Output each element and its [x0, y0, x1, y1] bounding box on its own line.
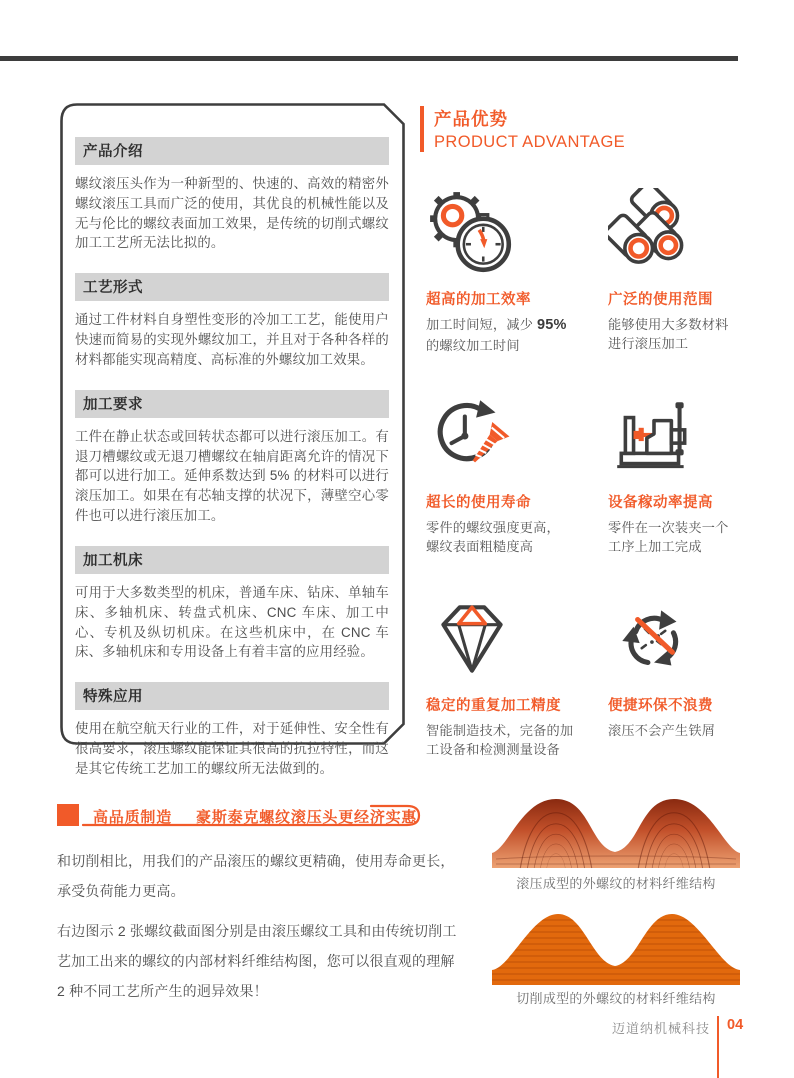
quality-heading: [93, 806, 417, 827]
feature-desc-text: 加工时间短，减少: [426, 317, 537, 332]
feature-utilization: [608, 391, 776, 594]
feature-title: 便捷环保不浪费: [608, 698, 713, 714]
section-product-intro: [75, 137, 389, 253]
feature-desc-text: 能够使用大多数材料: [608, 317, 729, 332]
diamond-icon: [426, 594, 608, 686]
advantages-title-cn: 产品优势: [434, 109, 508, 129]
quality-paragraph-2: 右边图示 2 张螺纹截面图分别是由滚压螺纹工具和由传统切削工艺加工出来的螺纹的内部材料纤维结构图，您可以很直观的理解 2 种不同工艺所产生的迥异效果！: [57, 923, 457, 999]
feature-desc-text: 的螺纹加工时间: [426, 338, 520, 354]
feature-desc-text: 智能制造技术，完备的加: [426, 723, 574, 738]
feature-desc-text: 滚压不会产生铁屑: [608, 723, 716, 738]
footer-page-number: 04: [727, 1017, 744, 1033]
top-divider-rule: [0, 56, 738, 61]
section-process-form: [75, 273, 389, 369]
intro-panel: [60, 103, 405, 776]
feature-desc-text: 工设备和检测测量设备: [426, 742, 560, 758]
feature-title: 超长的使用寿命: [426, 495, 531, 511]
feature-eco-friendly: [608, 594, 776, 797]
feature-title: 设备稼动率提高: [608, 495, 713, 511]
section-heading: 加工机床: [75, 546, 389, 574]
feature-desc-text: 零件在一次装夹一个: [608, 520, 729, 535]
clock-history-screw-icon: [426, 391, 608, 483]
cut-thread-caption: 切削成型的外螺纹的材料纤维结构: [516, 991, 716, 1006]
feature-precision: [426, 594, 608, 797]
rolled-thread-caption: 滚压成型的外螺纹的材料纤维结构: [516, 876, 716, 891]
lathe-machine-icon: [608, 391, 776, 483]
footer-divider: [717, 1016, 719, 1078]
panel-content: [75, 137, 389, 799]
section-body: 使用在航空航天行业的工件，对于延伸性、安全性有很高要求，滚压螺纹能保证其很高的抗拉特性，而这是其它传统工艺加工的螺纹所无法做到的。: [75, 721, 389, 776]
quality-headline: 豪斯泰克螺纹滚压头更经济实惠: [196, 809, 418, 826]
feature-desc: [608, 315, 776, 353]
section-machine-tools: [75, 546, 389, 662]
feature-desc-text: 螺纹表面粗糙度高: [426, 539, 534, 555]
section-heading: 加工要求: [75, 390, 389, 418]
section-heading: 工艺形式: [75, 273, 389, 301]
pipes-icon: [608, 188, 776, 280]
rolled-thread-figure: [492, 789, 740, 869]
cut-thread-figure: [492, 906, 740, 986]
feature-desc: [426, 315, 608, 355]
feature-title: 稳定的重复加工精度: [426, 698, 561, 714]
section-body: 可用于大多数类型的机床，普通车床、钻床、单轴车床、多轴机床、转盘式机床、CNC 车床、加工中心、专机及纵切机床。在这些机床中，在 CNC 车床、多轴机床和专用设备上有着丰富的应用经验。: [75, 584, 389, 660]
feature-desc: [608, 721, 776, 740]
feature-long-life: [426, 391, 608, 594]
feature-title: 广泛的使用范围: [608, 292, 713, 308]
section-body: 通过工件材料自身塑性变形的冷加工工艺，能使用户快速而简易的实现外螺纹加工，并且对于各种各样的材料都能实现高精度、高标准的外螺纹加工效果。: [75, 312, 389, 367]
feature-title: 超高的加工效率: [426, 292, 531, 308]
feature-desc-text: 进行滚压加工: [608, 336, 689, 352]
advantages-header: [420, 106, 625, 152]
feature-desc-text: 零件的螺纹强度更高，: [426, 520, 560, 535]
section-machining-requirements: [75, 390, 389, 526]
quality-paragraph-1: 和切削相比，用我们的产品滚压的螺纹更精确，使用寿命更长，承受负荷能力更高。: [57, 853, 455, 899]
advantages-grid: [426, 188, 776, 797]
feature-desc: [426, 721, 608, 759]
section-body: 工件在静止状态或回转状态都可以进行滚压加工。有退刀槽螺纹或无退刀槽螺纹在轴肩距离允许的情况下都可以进行加工。延伸系数达到 5% 的材料可以进行滚压加工。如果在有芯轴支撑的状况下，薄壁空心零件也可以进行滚压加工。: [75, 428, 389, 524]
advantages-title-en: PRODUCT ADVANTAGE: [434, 133, 626, 151]
section-heading: 特殊应用: [75, 682, 389, 710]
gear-stopwatch-icon: [426, 188, 608, 280]
section-heading: 产品介绍: [75, 137, 389, 165]
section-special-applications: [75, 682, 389, 778]
section-body: 螺纹滚压头作为一种新型的、快速的、高效的精密外螺纹滚压工具而广泛的使用，其优良的机械性能以及无与伦比的螺纹表面加工效果，是传统的切削式螺纹加工工艺所无法比拟的。: [75, 176, 389, 251]
feature-efficiency: [426, 188, 608, 391]
quality-tag: 高品质制造: [93, 809, 173, 826]
feature-desc-text: 工序上加工完成: [608, 539, 702, 555]
recycle-no-waste-icon: [608, 594, 776, 686]
feature-desc: [608, 518, 776, 556]
feature-desc-highlight: 95%: [536, 317, 567, 333]
feature-desc: [426, 518, 608, 556]
footer-company: 迈道纳机械科技: [611, 1021, 710, 1036]
feature-wide-range: [608, 188, 776, 391]
